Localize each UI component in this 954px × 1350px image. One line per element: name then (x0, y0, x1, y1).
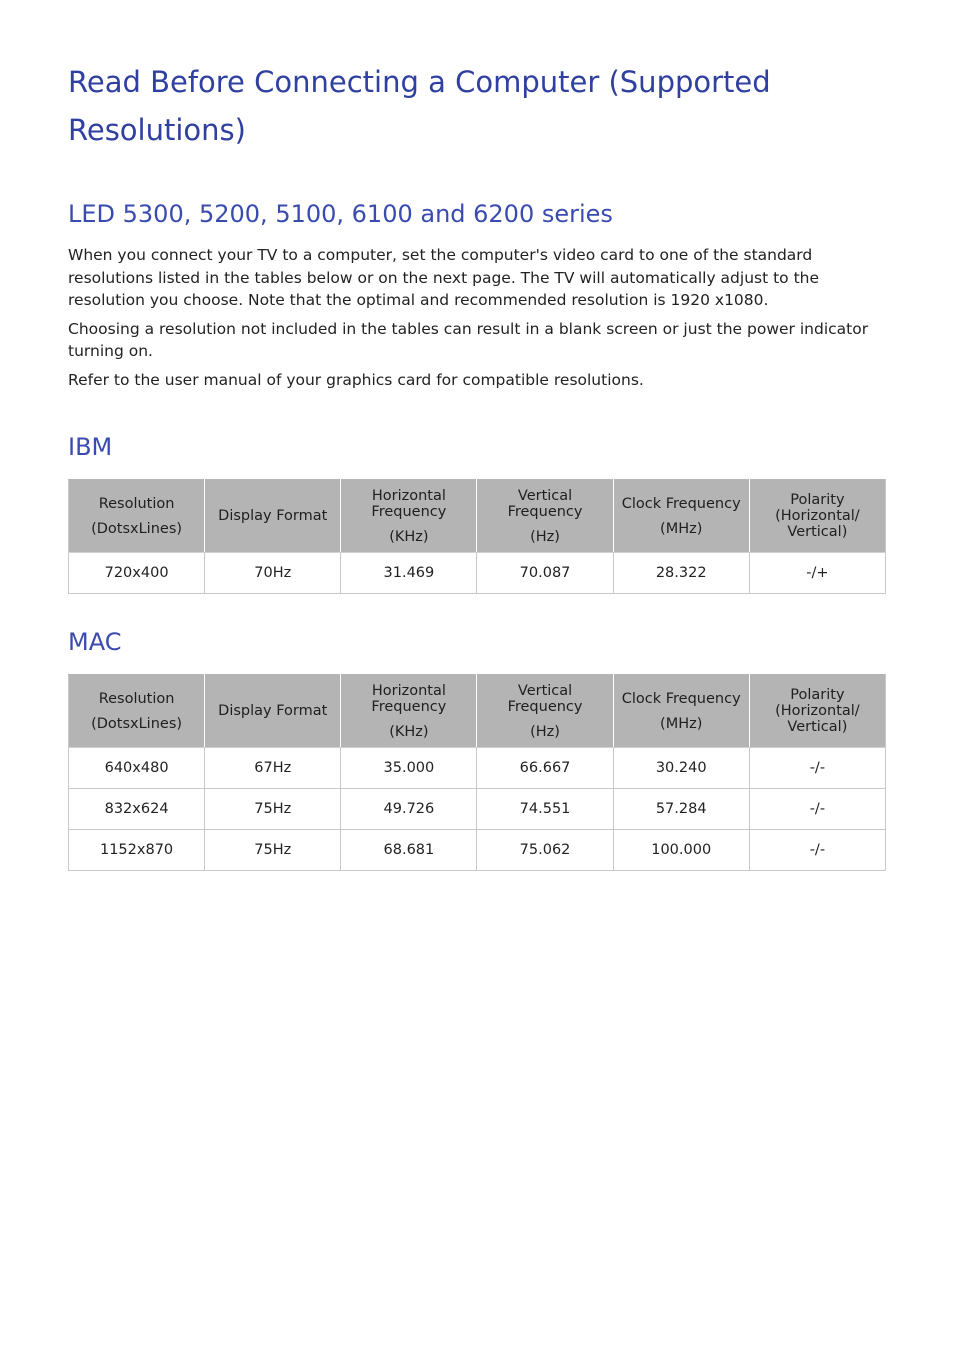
header-horizontal-frequency: Horizontal Frequency (KHz) (341, 480, 477, 553)
cell-horizontal-frequency: 68.681 (341, 830, 477, 871)
warning-paragraph: Choosing a resolution not included in the tables can result in a blank screen or just the power indicator turning on. (68, 319, 869, 360)
cell-display-format: 75Hz (205, 830, 341, 871)
cell-display-format: 75Hz (205, 789, 341, 830)
table-row (69, 553, 886, 594)
cell-vertical-frequency: 70.087 (477, 553, 613, 594)
header-resolution: Resolution (DotsxLines) (69, 675, 205, 748)
cell-horizontal-frequency: 35.000 (341, 748, 477, 789)
cell-clock-frequency: 100.000 (613, 830, 749, 871)
mac-table (68, 674, 886, 871)
header-horizontal-frequency: Horizontal Frequency (KHz) (341, 675, 477, 748)
header-clock-frequency: Clock Frequency (MHz) (613, 480, 749, 553)
cell-polarity: -/- (749, 748, 885, 789)
ibm-heading: IBM (68, 433, 113, 461)
table-row (69, 830, 886, 871)
table-header-row (69, 480, 886, 553)
cell-polarity: -/- (749, 830, 885, 871)
cell-vertical-frequency: 74.551 (477, 789, 613, 830)
cell-clock-frequency: 30.240 (613, 748, 749, 789)
page-title: Read Before Connecting a Computer (Supported Resolutions) (68, 65, 771, 147)
cell-clock-frequency: 57.284 (613, 789, 749, 830)
header-polarity: Polarity (Horizontal/ Vertical) (749, 480, 885, 553)
table-row (69, 748, 886, 789)
cell-horizontal-frequency: 49.726 (341, 789, 477, 830)
mac-heading: MAC (68, 628, 122, 656)
cell-resolution: 640x480 (69, 748, 205, 789)
cell-clock-frequency: 28.322 (613, 553, 749, 594)
series-subtitle: LED 5300, 5200, 5100, 6100 and 6200 series (68, 200, 613, 228)
cell-horizontal-frequency: 31.469 (341, 553, 477, 594)
header-vertical-frequency: Vertical Frequency (Hz) (477, 480, 613, 553)
header-vertical-frequency: Vertical Frequency (Hz) (477, 675, 613, 748)
cell-resolution: 832x624 (69, 789, 205, 830)
intro-paragraph: When you connect your TV to a computer, set the computer's video card to one of the standard resolutions listed in the tables below or on the next page. The TV will automatically adjust to the resolution you choose. Note that the optimal and recommended resolution is 1920 x1080. (68, 246, 820, 309)
cell-resolution: 720x400 (69, 553, 205, 594)
header-display-format: Display Format (205, 480, 341, 553)
header-polarity: Polarity (Horizontal/ Vertical) (749, 675, 885, 748)
cell-display-format: 67Hz (205, 748, 341, 789)
header-clock-frequency: Clock Frequency (MHz) (613, 675, 749, 748)
ibm-table (68, 479, 886, 594)
reference-paragraph: Refer to the user manual of your graphics card for compatible resolutions. (68, 370, 644, 389)
document-page (68, 58, 886, 871)
cell-vertical-frequency: 66.667 (477, 748, 613, 789)
cell-polarity: -/+ (749, 553, 885, 594)
cell-polarity: -/- (749, 789, 885, 830)
cell-display-format: 70Hz (205, 553, 341, 594)
table-row (69, 789, 886, 830)
header-display-format: Display Format (205, 675, 341, 748)
cell-vertical-frequency: 75.062 (477, 830, 613, 871)
table-header-row (69, 675, 886, 748)
header-resolution: Resolution (DotsxLines) (69, 480, 205, 553)
cell-resolution: 1152x870 (69, 830, 205, 871)
